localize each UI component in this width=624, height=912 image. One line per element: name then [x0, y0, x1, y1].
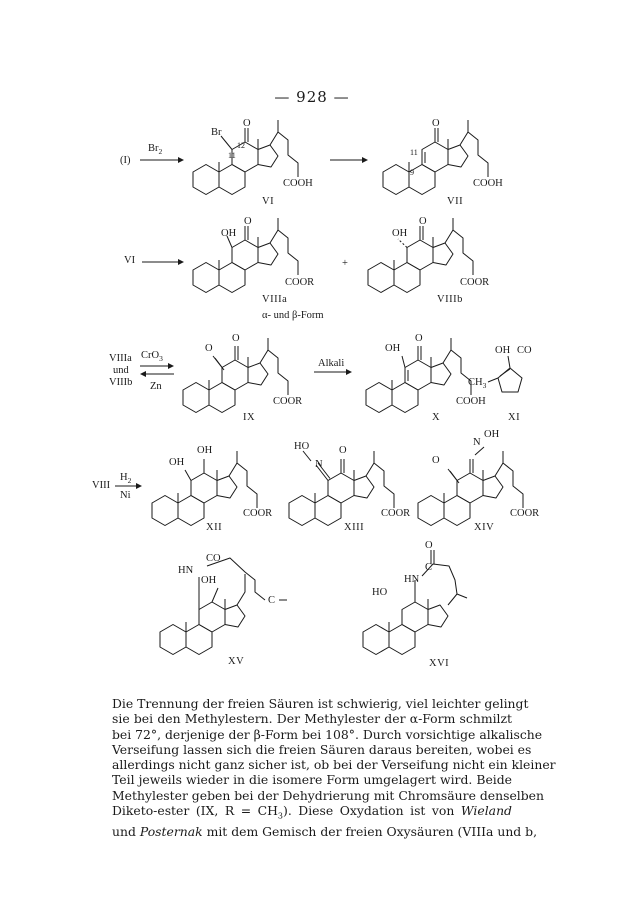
- atom-C: C: [425, 562, 433, 573]
- reagent-zn: Zn: [150, 381, 162, 392]
- group-OH: OH: [392, 228, 408, 239]
- locant-11: 11: [228, 151, 236, 160]
- group-OH: OH: [221, 228, 237, 239]
- reagent-br2: $Br_2$: [148, 143, 163, 156]
- compound-label-VI: VI: [262, 196, 275, 207]
- arrow-right-icon: [314, 369, 352, 375]
- group-OH: OH: [484, 429, 500, 440]
- atom-O: O: [432, 455, 440, 466]
- group-COOR: COOR: [381, 508, 411, 519]
- author-name: Wieland: [460, 803, 512, 819]
- locant-9: 9: [410, 168, 414, 177]
- group-HN: HN: [178, 565, 194, 576]
- group-COOR: COOR: [510, 508, 540, 519]
- compound-label-IX: IX: [243, 412, 256, 423]
- text-line: sie bei den Methylestern. Der Methylester der α-Form schmilzt: [112, 711, 512, 727]
- text-line: Die Trennung der freien Säuren ist schwierig, viel leichter gelingt: [112, 696, 529, 711]
- group-COOH: COOH: [473, 178, 503, 189]
- atom-O: O: [205, 343, 213, 354]
- caption-alpha-beta-form: α- und β-Form: [262, 310, 324, 321]
- group-COOR: COOR: [285, 277, 315, 288]
- group-COOR: COOR: [243, 508, 273, 519]
- label-I: (I): [120, 155, 131, 166]
- atom-N: N: [315, 459, 323, 470]
- label-VIIIb: VIIIb: [109, 377, 133, 388]
- structure-XV: [160, 558, 265, 655]
- group-COOR: COOR: [460, 277, 490, 288]
- atom-O: O: [425, 540, 433, 551]
- locant-12: 12: [237, 141, 245, 150]
- atom-O: O: [243, 118, 251, 129]
- group-COOH: COOH: [283, 178, 313, 189]
- group-CO: CO: [206, 553, 221, 564]
- text-line: Verseifung lassen sich die freien Säuren daraus bereiten, wobei es: [112, 741, 532, 757]
- atom-C: C: [268, 595, 276, 606]
- equilibrium-arrows-icon: [140, 363, 174, 377]
- atom-N: N: [473, 437, 481, 448]
- locant-11: 11: [410, 148, 418, 157]
- reagent-h2: $H_2$: [120, 472, 132, 485]
- structure-XI: [488, 356, 522, 392]
- atom-O: O: [432, 118, 440, 129]
- compound-label-XI: XI: [508, 412, 521, 423]
- author-name: Posternak: [139, 823, 203, 839]
- group-OH: OH: [495, 345, 511, 356]
- group-COOH: COOH: [456, 396, 486, 407]
- group-OH: OH: [197, 445, 213, 456]
- atom-O: O: [244, 216, 252, 227]
- compound-label-XV: XV: [228, 656, 245, 667]
- reagent-ni: Ni: [120, 490, 131, 501]
- structure-XII: [152, 451, 257, 526]
- group-OH: OH: [169, 457, 185, 468]
- group-HN: HN: [404, 574, 420, 585]
- text-line: Teil jeweils wieder in die isomere Form umgelagert wird. Beide: [112, 772, 512, 788]
- compound-label-VIIIa: VIIIa: [262, 294, 288, 305]
- atom-O: O: [232, 333, 240, 344]
- text-line: allerdings nicht ganz sicher ist, ob bei der Verseifung nicht ein kleiner: [112, 757, 556, 773]
- group-CO: CO: [517, 345, 532, 356]
- compound-label-XVI: XVI: [429, 658, 450, 669]
- label-VIII: VIII: [92, 480, 111, 491]
- text-line: Methylester geben bei der Dehydrierung mit Chromsäure denselben: [112, 787, 544, 803]
- atom-Br: Br: [211, 127, 222, 138]
- group-CH3: $CH_3$: [468, 377, 487, 390]
- compound-label-XIV: XIV: [474, 522, 495, 533]
- text-line: Diketo-ester (IX, $R = CH_3$). Diese Oxydation ist von Wieland: [112, 803, 512, 821]
- body-paragraph: [112, 696, 556, 839]
- structure-XVI: [363, 550, 467, 655]
- label-und: und: [113, 365, 129, 376]
- page-number: — 928 —: [274, 88, 350, 106]
- text-line: und Posternak mit dem Gemisch der freien Oxysäuren (VIIIa und b,: [112, 823, 538, 839]
- atom-O: O: [419, 216, 427, 227]
- reagent-alkali: Alkali: [318, 358, 345, 369]
- label-VI: VI: [124, 255, 136, 266]
- text-line: bei 72°, derjenige der β-Form bei 108°. Durch vorsichtige alkalische: [112, 726, 543, 742]
- structure-VIIIb: [368, 218, 473, 293]
- compound-label-VIIIb: VIIIb: [437, 294, 463, 305]
- atom-O: O: [339, 445, 347, 456]
- structure-VIIIa: [193, 218, 298, 293]
- plus-sign: +: [342, 258, 348, 269]
- atom-O: O: [415, 333, 423, 344]
- group-HO: HO: [372, 587, 388, 598]
- arrow-right-icon: [142, 259, 184, 265]
- reagent-cro3: CrO$_3$: [141, 350, 163, 363]
- compound-label-X: X: [432, 412, 441, 423]
- compound-label-XII: XII: [206, 522, 223, 533]
- group-OH: OH: [201, 575, 217, 586]
- arrow-right-icon: [330, 157, 368, 163]
- compound-label-XIII: XIII: [344, 522, 365, 533]
- structure-XIII: [289, 451, 394, 526]
- group-COOR: COOR: [273, 396, 303, 407]
- compound-label-VII: VII: [447, 196, 464, 207]
- arrow-right-icon: [140, 157, 184, 163]
- label-VIIIa: VIIIa: [109, 353, 132, 364]
- group-HO: HO: [294, 441, 310, 452]
- group-OH: OH: [385, 343, 401, 354]
